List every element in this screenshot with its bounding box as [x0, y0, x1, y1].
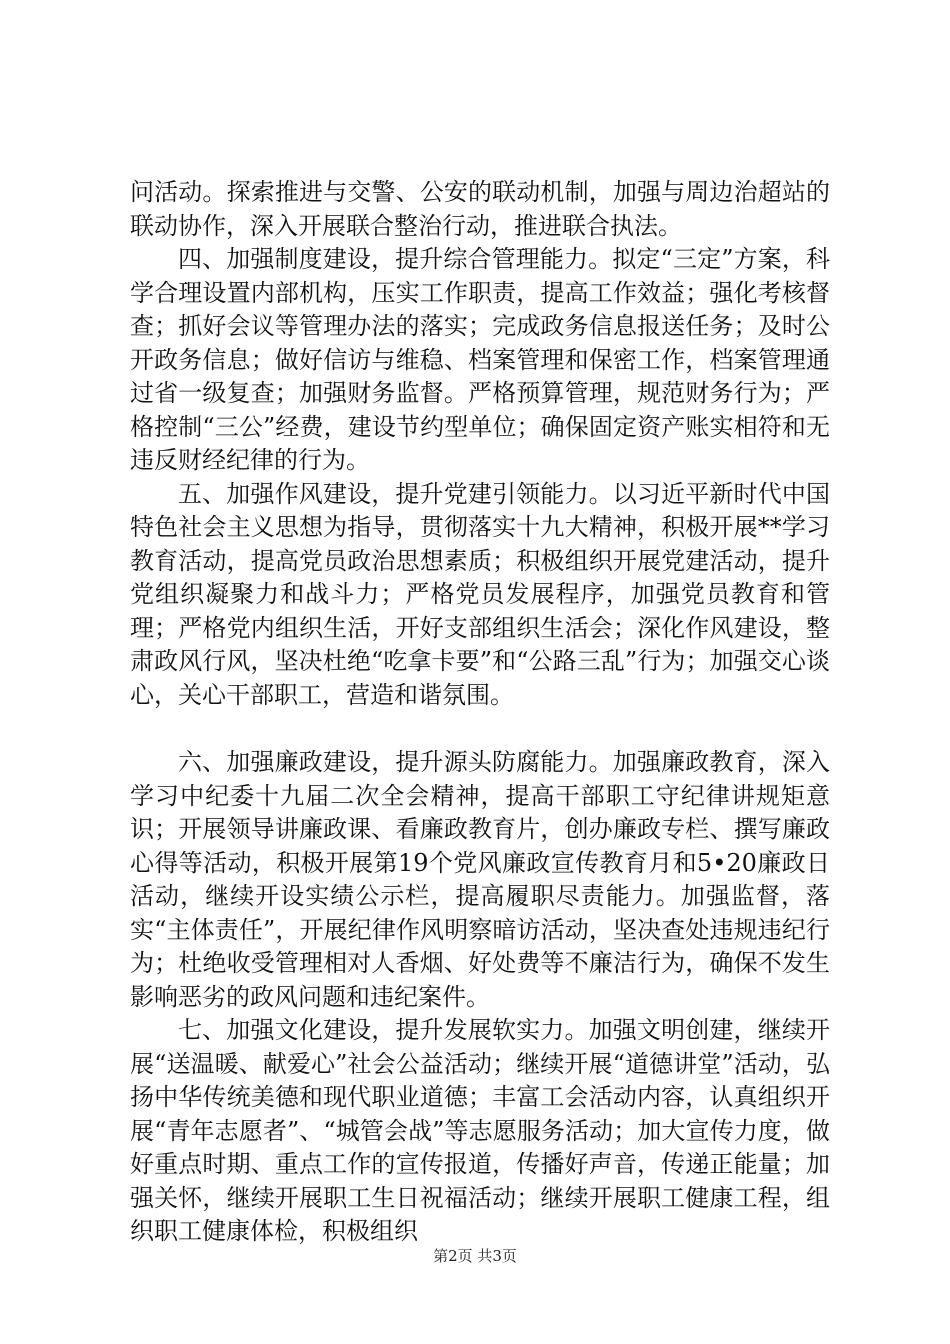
paragraph-section-4: 四、加强制度建设，提升综合管理能力。拟定“三定”方案，科学合理设置内部机构，压实工作职责，提高工作效益；强化考核督查；抓好会议等管理办法的落实；完成政务信息报送任务；及时公开政务信息；做好信访与维稳、档案管理和保密工作，档案管理通过省一级复查；加强财务监督。严格预算管理，规范财务行为；严格控制“三公”经费，建设节约型单位；确保固定资产账实相符和无违反财经纪律的行为。	[130, 245, 830, 474]
paragraph-continuation: 问活动。探索推进与交警、公安的联动机制，加强与周边治超站的联动协作，深入开展联合整治行动，推进联合执法。	[130, 178, 830, 240]
paragraph-section-6: 六、加强廉政建设，提升源头防腐能力。加强廉政教育，深入学习中纪委十九届二次全会精神，提高干部职工守纪律讲规矩意识；开展领导讲廉政课、看廉政教育片，创办廉政专栏、撰写廉政心得等活动，积极开展第19个党风廉政宣传教育月和5•20廉政日活动，继续开设实绩公示栏，提高履职尽责能力。加强监督，落实“主体责任”，开展纪律作风明察暗访活动，坚决查处违规违纪行为；杜绝收受管理相对人香烟、好处费等不廉洁行为，确保不发生影响恶劣的政风问题和违纪案件。	[130, 748, 830, 1011]
document-body	[130, 176, 830, 1249]
page-footer: 第2页 共3页	[433, 1247, 517, 1265]
paragraph-section-7: 七、加强文化建设，提升发展软实力。加强文明创建，继续开展“送温暖、献爱心”社会公益活动；继续开展“道德讲堂”活动，弘扬中华传统美德和现代职业道德；丰富工会活动内容，认真组织开展“青年志愿者”、“城管会战”等志愿服务活动；加大宣传力度，做好重点时期、重点工作的宣传报道，传播好声音，传递正能量；加强关怀，继续开展职工生日祝福活动；继续开展职工健康工程，组织职工健康体检，积极组织	[130, 1016, 830, 1245]
paragraph-section-5: 五、加强作风建设，提升党建引领能力。以习近平新时代中国特色社会主义思想为指导，贯彻落实十九大精神，积极开展**学习教育活动，提高党员政治思想素质；积极组织开展党建活动，提升党组织凝聚力和战斗力；严格党员发展程序，加强党员教育和管理；严格党内组织生活，开好支部组织生活会；深化作风建设，整肃政风行风，坚决杜绝“吃拿卡要”和“公路三乱”行为；加强交心谈心，关心干部职工，营造和谐氛围。	[130, 479, 830, 709]
